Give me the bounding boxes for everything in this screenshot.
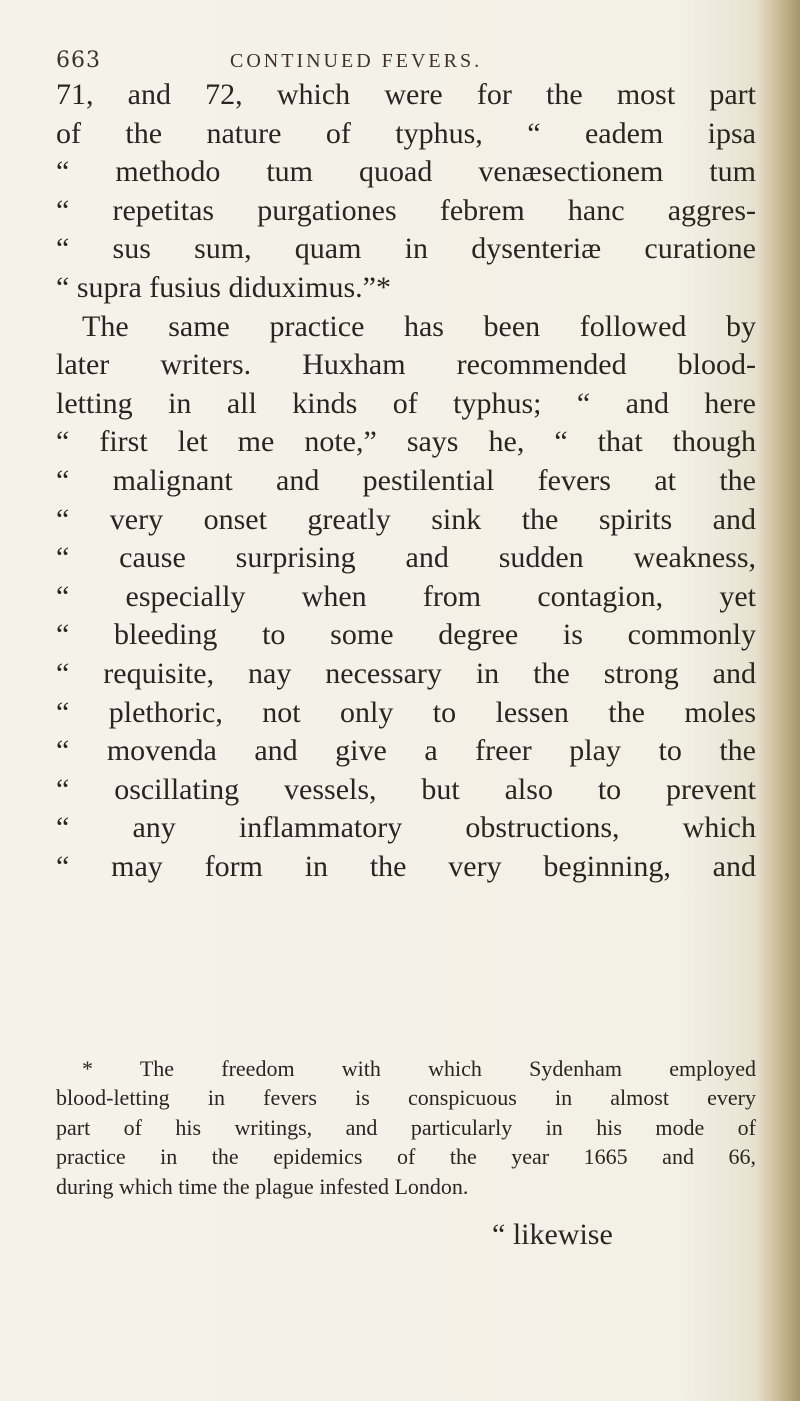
footnote-line: during which time the plague infested London. bbox=[56, 1173, 469, 1199]
text-line: “ requisite, nay necessary in the strong and bbox=[56, 656, 756, 690]
text-line: “ plethoric, not only to lessen the moles bbox=[56, 695, 756, 729]
catchword: “ likewise bbox=[492, 1218, 613, 1251]
footnote bbox=[56, 1054, 756, 1201]
text-line: “ any inflammatory obstructions, which bbox=[56, 811, 756, 845]
footnote-line: practice in the epidemics of the year 1665 and 66, bbox=[56, 1144, 756, 1170]
footnote-line: * The freedom with which Sydenham employed bbox=[82, 1056, 756, 1081]
text-line: “ first let me note,” says he, “ that though bbox=[56, 425, 756, 459]
text-line: “ bleeding to some degree is commonly bbox=[56, 618, 756, 652]
main-text bbox=[56, 76, 756, 886]
text-line: “ supra fusius diduximus.”* bbox=[56, 270, 391, 304]
text-line: “ movenda and give a freer play to the bbox=[56, 734, 756, 768]
text-line: “ very onset greatly sink the spirits and bbox=[56, 502, 756, 536]
page-number: 663 bbox=[56, 48, 101, 73]
text-line: The same practice has been followed by bbox=[82, 309, 756, 343]
text-line: “ oscillating vessels, but also to prevent bbox=[56, 772, 756, 806]
text-line: “ malignant and pestilential fevers at the bbox=[56, 463, 756, 497]
text-line: 71, and 72, which were for the most part bbox=[56, 78, 756, 111]
text-line: letting in all kinds of typhus; “ and here bbox=[56, 386, 756, 420]
text-line: “ repetitas purgationes febrem hanc aggres- bbox=[56, 193, 756, 227]
footnote-line: part of his writings, and particularly in his mode of bbox=[56, 1114, 756, 1140]
text-line: later writers. Huxham recommended blood- bbox=[56, 348, 756, 382]
text-line: “ methodo tum quoad venæsectionem tum bbox=[56, 155, 756, 189]
page-edge-shadow bbox=[758, 0, 800, 1401]
text-line: “ may form in the very beginning, and bbox=[56, 849, 756, 883]
text-line: “ especially when from contagion, yet bbox=[56, 579, 756, 613]
text-line: of the nature of typhus, “ eadem ipsa bbox=[56, 116, 756, 150]
running-head: CONTINUED FEVERS. bbox=[230, 50, 483, 72]
text-line: “ sus sum, quam in dysenteriæ curatione bbox=[56, 232, 756, 266]
text-line: “ cause surprising and sudden weakness, bbox=[56, 541, 756, 575]
footnote-line: blood-letting in fevers is conspicuous in almost every bbox=[56, 1085, 756, 1111]
